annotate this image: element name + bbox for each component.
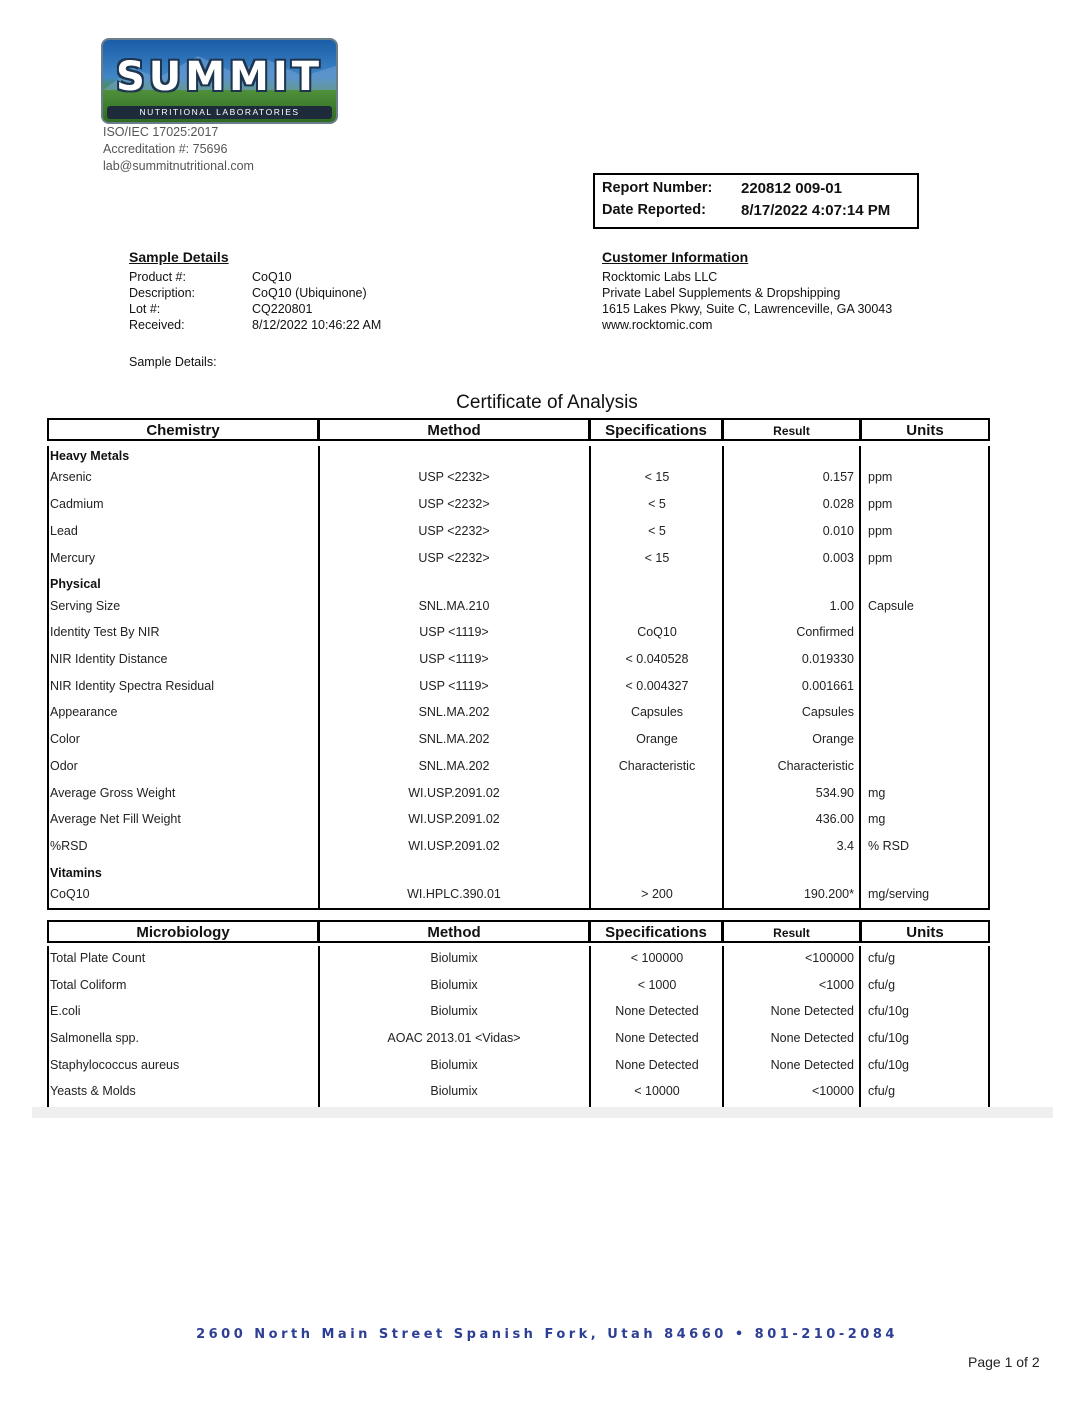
description-label: Description: [129, 286, 195, 300]
row-name: Odor [50, 759, 78, 773]
row-result: 534.90 [815, 786, 854, 800]
summit-logo [101, 38, 338, 124]
row-result: <1000 [818, 978, 854, 992]
row-spec: < 15 [644, 551, 670, 565]
row-unit: ppm [868, 524, 893, 538]
row-spec: < 1000 [637, 978, 677, 992]
row-method: WI.USP.2091.02 [408, 786, 500, 800]
row-method: Biolumix [430, 978, 478, 992]
row-result: <100000 [804, 951, 854, 965]
row-name: NIR Identity Spectra Residual [50, 679, 214, 693]
report-number: 220812 009-01 [741, 180, 842, 197]
category-physical: Physical [50, 577, 101, 591]
row-method: USP <2232> [418, 497, 490, 511]
row-method: SNL.MA.202 [418, 705, 490, 719]
row-result: 0.157 [822, 470, 854, 484]
product-value: CoQ10 [252, 270, 292, 284]
row-spec: < 5 [648, 497, 666, 511]
product-label: Product #: [129, 270, 186, 284]
row-name: Mercury [50, 551, 96, 565]
row-name: Yeasts & Molds [50, 1084, 136, 1098]
date-reported: 8/17/2022 4:07:14 PM [741, 202, 891, 219]
row-unit: mg [868, 812, 886, 826]
customer-tagline: Private Label Supplements & Dropshipping [602, 286, 841, 300]
row-name: Color [50, 732, 80, 746]
table-border [859, 946, 861, 1108]
row-name: Total Plate Count [50, 951, 146, 965]
row-name: CoQ10 [50, 887, 90, 901]
row-method: Biolumix [430, 951, 478, 965]
table-border [589, 946, 591, 1108]
report-number-label: Report Number: [602, 180, 713, 196]
row-result: 1.00 [829, 599, 854, 613]
customer-info-heading: Customer Information [602, 249, 749, 265]
row-name: Arsenic [50, 470, 92, 484]
row-name: Average Gross Weight [50, 786, 176, 800]
row-name: Identity Test By NIR [50, 625, 160, 639]
table-border [47, 908, 990, 910]
row-result: 0.028 [822, 497, 854, 511]
row-spec: > 200 [641, 887, 673, 901]
table-border [589, 446, 591, 910]
row-unit: cfu/10g [868, 1058, 910, 1072]
lab-accreditation: Accreditation #: 75696 [103, 142, 228, 156]
row-spec: None Detected [615, 1004, 699, 1018]
row-name: Staphylococcus aureus [50, 1058, 180, 1072]
row-name: %RSD [50, 839, 88, 853]
specifications-header: Specifications [589, 418, 723, 441]
row-unit: cfu/g [868, 1084, 896, 1098]
row-spec: < 100000 [630, 951, 684, 965]
row-method: USP <2232> [418, 551, 490, 565]
row-unit: cfu/g [868, 951, 896, 965]
row-unit: cfu/g [868, 978, 896, 992]
row-result: 0.003 [822, 551, 854, 565]
chemistry-header: Chemistry [47, 418, 319, 441]
row-method: USP <2232> [418, 524, 490, 538]
result-header: Result [722, 920, 861, 943]
row-spec: < 0.004327 [625, 679, 689, 693]
row-spec: Orange [636, 732, 678, 746]
units-header: Units [860, 920, 990, 943]
row-unit: ppm [868, 551, 893, 565]
lab-iso: ISO/IEC 17025:2017 [103, 125, 219, 139]
row-spec: < 15 [644, 470, 670, 484]
microbiology-header: Microbiology [47, 920, 319, 943]
row-unit: Capsule [868, 599, 914, 613]
row-unit: cfu/10g [868, 1004, 910, 1018]
method-header: Method [318, 920, 590, 943]
row-result: 0.001661 [801, 679, 854, 693]
footer-address: 2600 North Main Street Spanish Fork, Utah 84660 • 801-210-2084 [196, 1327, 898, 1342]
row-unit: mg [868, 786, 886, 800]
row-method: Biolumix [430, 1004, 478, 1018]
table-border [47, 946, 49, 1108]
row-name: Serving Size [50, 599, 121, 613]
row-unit: % RSD [868, 839, 909, 853]
row-method: SNL.MA.202 [418, 732, 490, 746]
row-method: WI.USP.2091.02 [408, 839, 500, 853]
row-unit: mg/serving [868, 887, 930, 901]
category-vitamins: Vitamins [50, 866, 102, 880]
sample-details-note-label: Sample Details: [129, 355, 217, 369]
row-method: WI.HPLC.390.01 [407, 887, 501, 901]
row-result: 436.00 [815, 812, 854, 826]
lot-label: Lot #: [129, 302, 161, 316]
row-name: NIR Identity Distance [50, 652, 168, 666]
row-spec: < 5 [648, 524, 666, 538]
row-result: 190.200* [803, 887, 854, 901]
customer-name: Rocktomic Labs LLC [602, 270, 718, 284]
table-border [47, 446, 49, 910]
table-border [988, 946, 990, 1108]
page-number: Page 1 of 2 [968, 1354, 1040, 1370]
coa-title: Certificate of Analysis [456, 392, 638, 413]
row-result: None Detected [770, 1058, 854, 1072]
received-value: 8/12/2022 10:46:22 AM [252, 318, 382, 332]
row-name: Salmonella spp. [50, 1031, 139, 1045]
row-unit: ppm [868, 497, 893, 511]
row-method: Biolumix [430, 1084, 478, 1098]
row-result: Confirmed [796, 625, 854, 639]
row-spec: CoQ10 [637, 625, 677, 639]
result-header: Result [722, 418, 861, 441]
lot-value: CQ220801 [252, 302, 313, 316]
row-result: 3.4 [836, 839, 854, 853]
row-result: <10000 [811, 1084, 854, 1098]
row-name: Lead [50, 524, 78, 538]
row-result: None Detected [770, 1004, 854, 1018]
customer-website: www.rocktomic.com [602, 318, 713, 332]
row-spec: Capsules [630, 705, 684, 719]
row-result: Capsules [801, 705, 854, 719]
row-result: 0.019330 [801, 652, 854, 666]
row-spec: < 10000 [634, 1084, 680, 1098]
table-border [859, 446, 861, 910]
row-method: USP <1119> [419, 625, 489, 639]
logo-wordmark: SUMMIT [115, 54, 324, 100]
row-result: None Detected [770, 1031, 854, 1045]
row-name: Average Net Fill Weight [50, 812, 181, 826]
lab-email: lab@summitnutritional.com [103, 159, 254, 173]
logo-tagline: NUTRITIONAL LABORATORIES [107, 106, 332, 119]
row-result: Orange [812, 732, 854, 746]
row-result: Characteristic [777, 759, 854, 773]
row-method: SNL.MA.210 [418, 599, 490, 613]
report-box [593, 173, 919, 229]
row-name: Total Coliform [50, 978, 127, 992]
row-method: Biolumix [430, 1058, 478, 1072]
row-method: AOAC 2013.01 <Vidas> [387, 1031, 521, 1045]
row-name: E.coli [50, 1004, 81, 1018]
method-header: Method [318, 418, 590, 441]
row-method: SNL.MA.202 [418, 759, 490, 773]
units-header: Units [860, 418, 990, 441]
row-method: USP <1119> [419, 679, 489, 693]
footer-divider [32, 1107, 1053, 1118]
row-spec: None Detected [615, 1031, 699, 1045]
row-result: 0.010 [822, 524, 854, 538]
table-border [988, 446, 990, 910]
row-method: USP <1119> [419, 652, 489, 666]
row-method: WI.USP.2091.02 [408, 812, 500, 826]
row-name: Cadmium [50, 497, 104, 511]
category-heavy-metals: Heavy Metals [50, 449, 130, 463]
sample-details-heading: Sample Details [129, 249, 229, 265]
customer-address: 1615 Lakes Pkwy, Suite C, Lawrenceville, GA 30043 [602, 302, 893, 316]
row-spec: < 0.040528 [625, 652, 689, 666]
row-spec: Characteristic [618, 759, 696, 773]
specifications-header: Specifications [589, 920, 723, 943]
row-method: USP <2232> [418, 470, 490, 484]
row-spec: None Detected [615, 1058, 699, 1072]
received-label: Received: [129, 318, 185, 332]
row-unit: ppm [868, 470, 893, 484]
row-name: Appearance [50, 705, 118, 719]
date-reported-label: Date Reported: [602, 202, 706, 218]
row-unit: cfu/10g [868, 1031, 910, 1045]
description-value: CoQ10 (Ubiquinone) [252, 286, 367, 300]
